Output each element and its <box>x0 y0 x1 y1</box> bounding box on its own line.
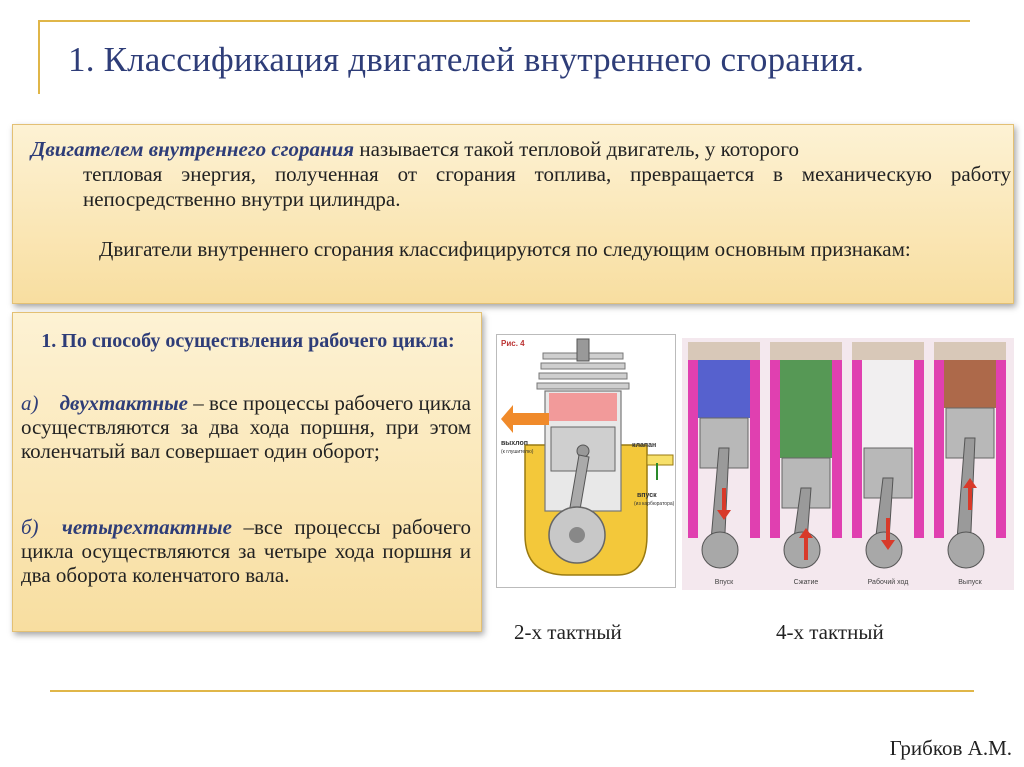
item-text: – все процессы рабочего цикла осуществляются за два хода поршня, при этом коленчатый вал совершает один оборот; <box>21 391 471 463</box>
figure-label: Рис. 4 <box>501 339 525 348</box>
footer-divider <box>50 690 974 692</box>
svg-text:выхлоп: выхлоп <box>501 440 529 447</box>
item-marker: а) <box>21 391 39 415</box>
classification-intro: Двигатели внутреннего сгорания классифицируются по следующим основным признакам: <box>99 237 911 261</box>
list-item-four-stroke <box>21 515 471 587</box>
two-stroke-caption: 2-х тактный <box>514 620 622 644</box>
item-term: четырехтактные <box>61 515 232 539</box>
list-item-two-stroke <box>21 391 471 463</box>
item-term: двухтактные <box>59 391 188 415</box>
classification-heading: 1. По способу осуществления рабочего цикла: <box>41 330 455 352</box>
svg-text:(из карбюратора): (из карбюратора) <box>634 501 675 507</box>
four-stroke-engine-illustration <box>682 338 1014 590</box>
classification-box <box>12 312 482 632</box>
two-stroke-figure <box>496 334 676 588</box>
four-stroke-figure <box>682 338 1014 590</box>
definition-line2: тепловая энергия, полученная от сгорания топлива, превращается в механическую работу непосредственно внутри цилиндра. <box>83 162 1011 211</box>
author-name: Грибков А.М. <box>889 736 1012 760</box>
definition-term: Двигателем внутреннего сгорания <box>31 137 355 161</box>
svg-text:впуск: впуск <box>637 492 657 499</box>
two-stroke-engine-illustration <box>497 335 675 587</box>
svg-text:клапан: клапан <box>632 442 657 449</box>
stroke-label: Впуск <box>714 579 734 586</box>
item-marker: б) <box>21 515 39 539</box>
svg-text:(к глушителю): (к глушителю) <box>501 449 534 455</box>
stroke-label: Сжатие <box>793 579 819 586</box>
slide-title: 1. Классификация двигателей внутреннего сгорания. <box>68 40 865 79</box>
stroke-label: Выпуск <box>958 579 982 586</box>
item-text: –все процессы рабочего цикла осуществляются за четыре хода поршня и два оборота коленчатого вала. <box>21 515 471 587</box>
stroke-label: Рабочий ход <box>867 579 909 586</box>
definition-box <box>12 124 1014 304</box>
four-stroke-caption: 4-х тактный <box>776 620 884 644</box>
definition-text <box>31 137 1011 212</box>
definition-line1: называется такой тепловой двигатель, у которого <box>354 137 800 161</box>
